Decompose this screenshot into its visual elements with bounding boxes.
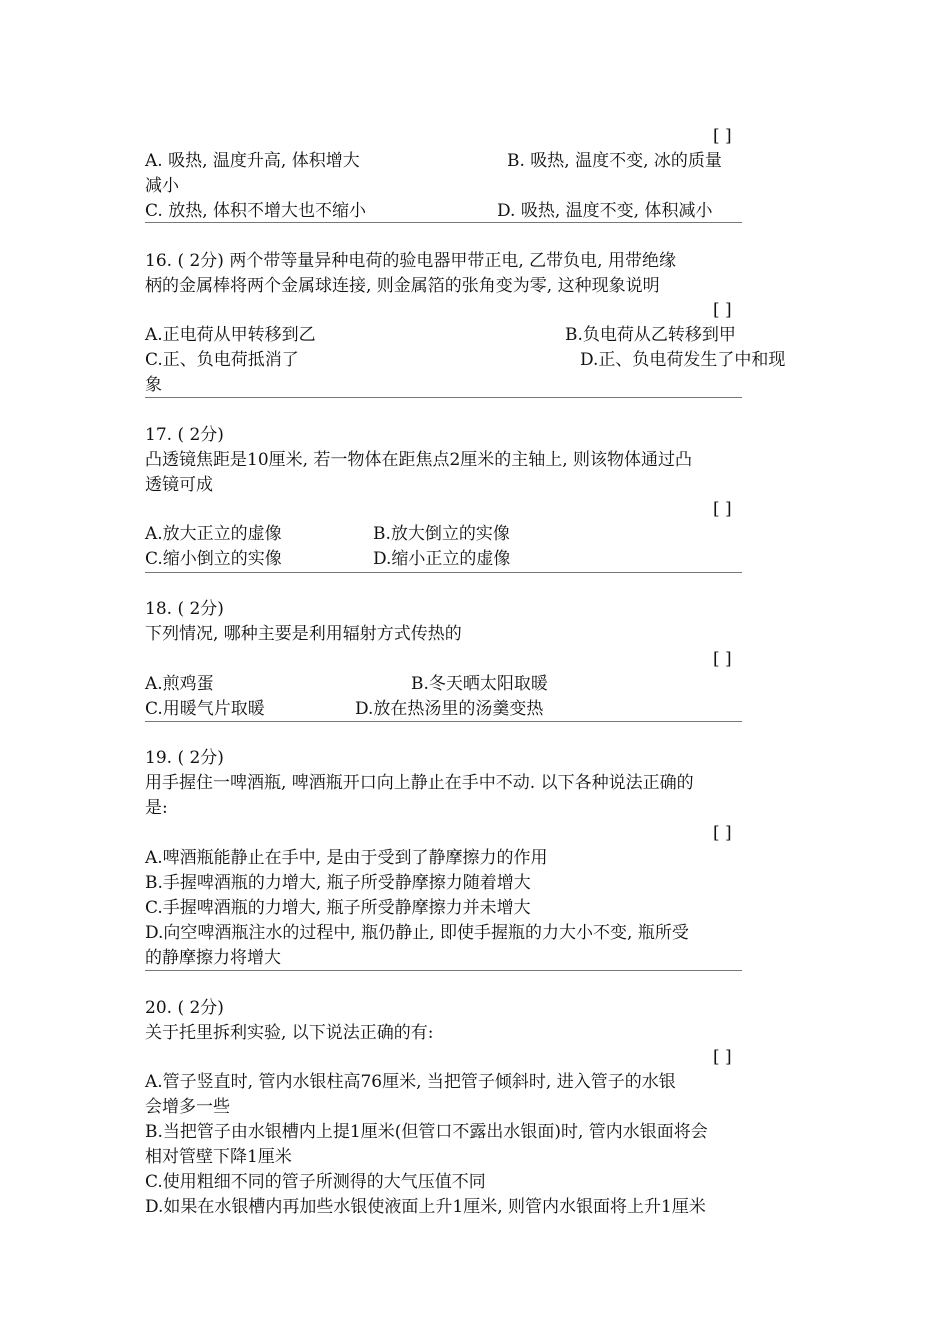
q16-option-d-continued: 象 — [145, 375, 162, 395]
q19-option-a: A.啤酒瓶能静止在手中, 是由于受到了静摩擦力的作用 — [145, 848, 548, 868]
q16-stem-line-2: 柄的金属棒将两个金属球连接, 则金属箔的张角变为零, 这种现象说明 — [145, 276, 660, 296]
q18-option-d: D.放在热汤里的汤羹变热 — [355, 699, 544, 719]
q17-option-c: C.缩小倒立的实像 — [145, 549, 282, 569]
q20-option-a: A.管子竖直时, 管内水银柱高76厘米, 当把管子倾斜时, 进入管子的水银 — [145, 1072, 676, 1092]
q20-heading: 20. ( 2分) — [145, 998, 224, 1018]
q15-option-d: D. 吸热, 温度不变, 体积减小 — [497, 201, 713, 221]
q18-stem-line-1: 下列情况, 哪种主要是利用辐射方式传热的 — [145, 624, 462, 644]
q17-option-d: D.缩小正立的虚像 — [373, 549, 511, 569]
q19-stem-line-1: 用手握住一啤酒瓶, 啤酒瓶开口向上静止在手中不动. 以下各种说法正确的 — [145, 773, 694, 793]
q20-option-a-continued: 会增多一些 — [145, 1097, 230, 1117]
question-divider — [145, 970, 742, 971]
q17-option-b: B.放大倒立的实像 — [373, 524, 510, 544]
q17-option-a: A.放大正立的虚像 — [145, 524, 282, 544]
q20-option-c: C.使用粗细不同的管子所测得的大气压值不同 — [145, 1172, 486, 1192]
q19-stem-line-2: 是: — [145, 798, 168, 818]
q19-option-d: D.向空啤酒瓶注水的过程中, 瓶仍静止, 即使手握瓶的力大小不变, 瓶所受 — [145, 923, 689, 943]
q18-answer-bracket: [ ] — [713, 649, 732, 669]
q15-option-b-continued: 减小 — [145, 176, 179, 196]
q16-option-d: D.正、负电荷发生了中和现 — [580, 350, 786, 370]
q16-option-b: B.负电荷从乙转移到甲 — [565, 325, 736, 345]
q16-answer-bracket: [ ] — [713, 300, 732, 320]
q18-option-b: B.冬天晒太阳取暖 — [411, 674, 548, 694]
q19-option-c: C.手握啤酒瓶的力增大, 瓶子所受静摩擦力并未增大 — [145, 898, 531, 918]
q16-option-c: C.正、负电荷抵消了 — [145, 350, 299, 370]
q17-stem-line-2: 透镜可成 — [145, 475, 213, 495]
q17-heading: 17. ( 2分) — [145, 425, 224, 445]
q20-option-b-continued: 相对管壁下降1厘米 — [145, 1147, 292, 1167]
q18-option-c: C.用暖气片取暖 — [145, 699, 265, 719]
q18-option-a: A.煎鸡蛋 — [145, 674, 214, 694]
question-divider — [145, 397, 742, 398]
q19-heading: 19. ( 2分) — [145, 748, 224, 768]
q16-stem-line-1: 16. ( 2分) 两个带等量异种电荷的验电器甲带正电, 乙带负电, 用带绝缘 — [145, 251, 676, 271]
question-divider — [145, 721, 742, 722]
q15-option-c: C. 放热, 体积不增大也不缩小 — [145, 201, 367, 221]
q20-option-d: D.如果在水银槽内再加些水银使液面上升1厘米, 则管内水银面将上升1厘米 — [145, 1197, 706, 1217]
question-divider — [145, 572, 742, 573]
q15-option-b: B. 吸热, 温度不变, 冰的质量 — [507, 151, 722, 171]
q19-option-b: B.手握啤酒瓶的力增大, 瓶子所受静摩擦力随着增大 — [145, 873, 531, 893]
q17-stem-line-1: 凸透镜焦距是10厘米, 若一物体在距焦点2厘米的主轴上, 则该物体通过凸 — [145, 450, 693, 470]
q19-option-d-continued: 的静摩擦力将增大 — [145, 948, 281, 968]
q18-heading: 18. ( 2分) — [145, 599, 224, 619]
q15-answer-bracket: [ ] — [713, 126, 732, 146]
q17-answer-bracket: [ ] — [713, 499, 732, 519]
q20-option-b: B.当把管子由水银槽内上提1厘米(但管口不露出水银面)时, 管内水银面将会 — [145, 1122, 708, 1142]
q19-answer-bracket: [ ] — [713, 823, 732, 843]
q20-answer-bracket: [ ] — [713, 1047, 732, 1067]
q15-option-a: A. 吸热, 温度升高, 体积增大 — [145, 151, 360, 171]
q20-stem-line-1: 关于托里拆利实验, 以下说法正确的有: — [145, 1023, 434, 1043]
question-divider — [145, 222, 742, 223]
q16-option-a: A.正电荷从甲转移到乙 — [145, 325, 316, 345]
